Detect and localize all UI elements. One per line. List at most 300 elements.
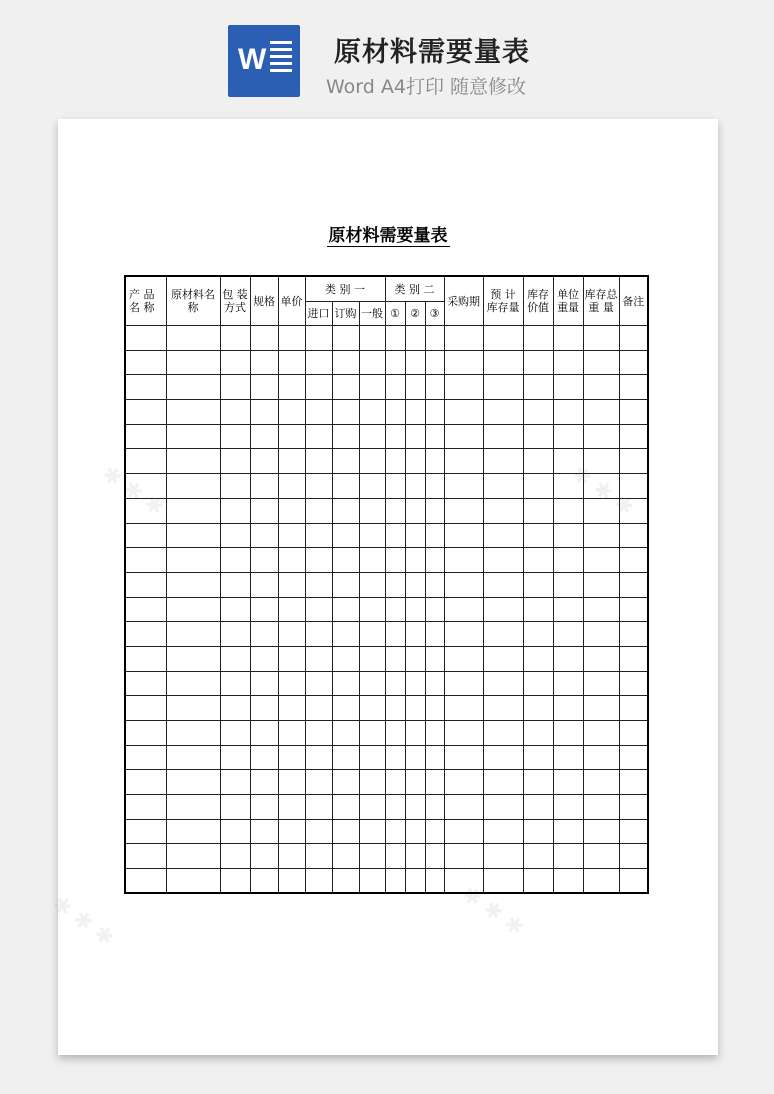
table-cell[interactable] xyxy=(166,819,220,844)
table-cell[interactable] xyxy=(278,498,305,523)
table-cell[interactable] xyxy=(250,449,278,474)
table-cell[interactable] xyxy=(405,449,425,474)
table-cell[interactable] xyxy=(405,326,425,351)
table-cell[interactable] xyxy=(483,597,523,622)
table-cell[interactable] xyxy=(405,400,425,425)
table-cell[interactable] xyxy=(332,424,359,449)
table-cell[interactable] xyxy=(619,523,648,548)
table-cell[interactable] xyxy=(444,572,483,597)
table-cell[interactable] xyxy=(305,326,332,351)
table-cell[interactable] xyxy=(125,869,166,894)
table-cell[interactable] xyxy=(166,671,220,696)
table-cell[interactable] xyxy=(405,375,425,400)
table-cell[interactable] xyxy=(553,400,583,425)
table-cell[interactable] xyxy=(405,350,425,375)
table-cell[interactable] xyxy=(305,400,332,425)
table-cell[interactable] xyxy=(359,819,385,844)
table-cell[interactable] xyxy=(278,770,305,795)
table-cell[interactable] xyxy=(250,819,278,844)
table-cell[interactable] xyxy=(444,671,483,696)
table-cell[interactable] xyxy=(220,671,250,696)
table-cell[interactable] xyxy=(359,597,385,622)
table-cell[interactable] xyxy=(444,350,483,375)
table-cell[interactable] xyxy=(125,696,166,721)
table-cell[interactable] xyxy=(166,721,220,746)
table-cell[interactable] xyxy=(583,572,619,597)
table-cell[interactable] xyxy=(523,721,553,746)
table-cell[interactable] xyxy=(278,400,305,425)
table-cell[interactable] xyxy=(483,375,523,400)
table-cell[interactable] xyxy=(385,745,405,770)
table-cell[interactable] xyxy=(332,696,359,721)
table-cell[interactable] xyxy=(278,869,305,894)
table-cell[interactable] xyxy=(425,869,444,894)
table-cell[interactable] xyxy=(250,795,278,820)
table-cell[interactable] xyxy=(405,523,425,548)
table-cell[interactable] xyxy=(385,671,405,696)
table-cell[interactable] xyxy=(332,795,359,820)
table-cell[interactable] xyxy=(483,721,523,746)
table-cell[interactable] xyxy=(619,350,648,375)
table-cell[interactable] xyxy=(425,671,444,696)
table-cell[interactable] xyxy=(425,819,444,844)
table-cell[interactable] xyxy=(250,646,278,671)
table-cell[interactable] xyxy=(619,869,648,894)
table-cell[interactable] xyxy=(250,326,278,351)
table-cell[interactable] xyxy=(278,795,305,820)
table-cell[interactable] xyxy=(425,646,444,671)
table-cell[interactable] xyxy=(278,449,305,474)
table-cell[interactable] xyxy=(425,474,444,499)
table-cell[interactable] xyxy=(523,696,553,721)
table-cell[interactable] xyxy=(523,449,553,474)
table-cell[interactable] xyxy=(305,819,332,844)
table-cell[interactable] xyxy=(405,622,425,647)
table-cell[interactable] xyxy=(359,449,385,474)
table-cell[interactable] xyxy=(250,622,278,647)
table-cell[interactable] xyxy=(619,721,648,746)
table-cell[interactable] xyxy=(125,424,166,449)
table-cell[interactable] xyxy=(405,646,425,671)
table-cell[interactable] xyxy=(425,350,444,375)
table-cell[interactable] xyxy=(166,400,220,425)
table-cell[interactable] xyxy=(425,523,444,548)
table-cell[interactable] xyxy=(250,844,278,869)
table-cell[interactable] xyxy=(583,745,619,770)
table-cell[interactable] xyxy=(385,523,405,548)
table-cell[interactable] xyxy=(385,696,405,721)
table-cell[interactable] xyxy=(305,646,332,671)
table-cell[interactable] xyxy=(444,400,483,425)
table-cell[interactable] xyxy=(405,597,425,622)
table-cell[interactable] xyxy=(425,696,444,721)
table-cell[interactable] xyxy=(250,424,278,449)
table-cell[interactable] xyxy=(166,498,220,523)
table-cell[interactable] xyxy=(444,869,483,894)
table-cell[interactable] xyxy=(483,770,523,795)
table-cell[interactable] xyxy=(583,424,619,449)
table-cell[interactable] xyxy=(305,498,332,523)
table-cell[interactable] xyxy=(332,449,359,474)
table-cell[interactable] xyxy=(523,400,553,425)
table-cell[interactable] xyxy=(166,770,220,795)
table-cell[interactable] xyxy=(305,721,332,746)
table-cell[interactable] xyxy=(278,424,305,449)
table-cell[interactable] xyxy=(125,326,166,351)
table-cell[interactable] xyxy=(405,671,425,696)
table-cell[interactable] xyxy=(250,869,278,894)
table-cell[interactable] xyxy=(250,745,278,770)
table-cell[interactable] xyxy=(385,326,405,351)
table-cell[interactable] xyxy=(583,795,619,820)
table-cell[interactable] xyxy=(483,523,523,548)
table-cell[interactable] xyxy=(553,646,583,671)
table-cell[interactable] xyxy=(359,375,385,400)
table-cell[interactable] xyxy=(553,597,583,622)
table-cell[interactable] xyxy=(553,770,583,795)
table-cell[interactable] xyxy=(425,721,444,746)
table-cell[interactable] xyxy=(425,400,444,425)
table-cell[interactable] xyxy=(220,548,250,573)
table-cell[interactable] xyxy=(332,326,359,351)
table-cell[interactable] xyxy=(220,646,250,671)
table-cell[interactable] xyxy=(483,819,523,844)
table-cell[interactable] xyxy=(483,400,523,425)
table-cell[interactable] xyxy=(125,449,166,474)
table-cell[interactable] xyxy=(619,474,648,499)
table-cell[interactable] xyxy=(250,350,278,375)
table-cell[interactable] xyxy=(278,597,305,622)
table-cell[interactable] xyxy=(332,745,359,770)
table-cell[interactable] xyxy=(583,350,619,375)
table-cell[interactable] xyxy=(385,795,405,820)
table-cell[interactable] xyxy=(425,449,444,474)
table-cell[interactable] xyxy=(483,671,523,696)
table-cell[interactable] xyxy=(405,745,425,770)
table-cell[interactable] xyxy=(278,696,305,721)
table-cell[interactable] xyxy=(523,770,553,795)
table-cell[interactable] xyxy=(305,375,332,400)
table-cell[interactable] xyxy=(359,326,385,351)
table-cell[interactable] xyxy=(583,844,619,869)
table-cell[interactable] xyxy=(385,572,405,597)
table-cell[interactable] xyxy=(583,326,619,351)
table-cell[interactable] xyxy=(305,745,332,770)
table-cell[interactable] xyxy=(583,770,619,795)
table-cell[interactable] xyxy=(583,671,619,696)
table-cell[interactable] xyxy=(523,424,553,449)
table-cell[interactable] xyxy=(220,622,250,647)
table-cell[interactable] xyxy=(425,326,444,351)
table-cell[interactable] xyxy=(278,622,305,647)
table-cell[interactable] xyxy=(553,869,583,894)
table-cell[interactable] xyxy=(125,474,166,499)
table-cell[interactable] xyxy=(125,400,166,425)
table-cell[interactable] xyxy=(405,844,425,869)
table-cell[interactable] xyxy=(220,449,250,474)
table-cell[interactable] xyxy=(523,474,553,499)
table-cell[interactable] xyxy=(166,523,220,548)
table-cell[interactable] xyxy=(523,548,553,573)
table-cell[interactable] xyxy=(444,721,483,746)
table-cell[interactable] xyxy=(619,770,648,795)
table-cell[interactable] xyxy=(332,572,359,597)
table-cell[interactable] xyxy=(405,572,425,597)
table-cell[interactable] xyxy=(523,869,553,894)
table-cell[interactable] xyxy=(125,350,166,375)
table-cell[interactable] xyxy=(553,498,583,523)
table-cell[interactable] xyxy=(166,622,220,647)
table-cell[interactable] xyxy=(553,844,583,869)
table-cell[interactable] xyxy=(619,696,648,721)
table-cell[interactable] xyxy=(523,375,553,400)
table-cell[interactable] xyxy=(483,326,523,351)
table-cell[interactable] xyxy=(220,350,250,375)
table-cell[interactable] xyxy=(385,770,405,795)
table-cell[interactable] xyxy=(166,844,220,869)
table-cell[interactable] xyxy=(523,844,553,869)
table-cell[interactable] xyxy=(305,572,332,597)
table-cell[interactable] xyxy=(483,449,523,474)
table-cell[interactable] xyxy=(553,375,583,400)
table-cell[interactable] xyxy=(332,523,359,548)
table-cell[interactable] xyxy=(444,474,483,499)
table-cell[interactable] xyxy=(332,375,359,400)
table-cell[interactable] xyxy=(125,572,166,597)
table-cell[interactable] xyxy=(483,844,523,869)
table-cell[interactable] xyxy=(250,400,278,425)
table-cell[interactable] xyxy=(332,869,359,894)
table-cell[interactable] xyxy=(553,474,583,499)
table-cell[interactable] xyxy=(405,548,425,573)
table-cell[interactable] xyxy=(425,375,444,400)
table-cell[interactable] xyxy=(250,498,278,523)
table-cell[interactable] xyxy=(250,548,278,573)
table-cell[interactable] xyxy=(385,350,405,375)
table-cell[interactable] xyxy=(305,795,332,820)
table-cell[interactable] xyxy=(619,424,648,449)
table-cell[interactable] xyxy=(483,350,523,375)
table-cell[interactable] xyxy=(523,350,553,375)
table-cell[interactable] xyxy=(278,671,305,696)
table-cell[interactable] xyxy=(405,795,425,820)
table-cell[interactable] xyxy=(278,474,305,499)
table-cell[interactable] xyxy=(483,745,523,770)
table-cell[interactable] xyxy=(523,819,553,844)
table-cell[interactable] xyxy=(125,671,166,696)
table-cell[interactable] xyxy=(405,770,425,795)
table-cell[interactable] xyxy=(553,572,583,597)
table-cell[interactable] xyxy=(405,869,425,894)
table-cell[interactable] xyxy=(359,671,385,696)
table-cell[interactable] xyxy=(483,424,523,449)
table-cell[interactable] xyxy=(425,597,444,622)
table-cell[interactable] xyxy=(619,400,648,425)
table-cell[interactable] xyxy=(125,770,166,795)
table-cell[interactable] xyxy=(332,721,359,746)
table-cell[interactable] xyxy=(332,350,359,375)
table-cell[interactable] xyxy=(220,819,250,844)
table-cell[interactable] xyxy=(166,646,220,671)
table-cell[interactable] xyxy=(250,474,278,499)
table-cell[interactable] xyxy=(359,498,385,523)
table-cell[interactable] xyxy=(278,523,305,548)
table-cell[interactable] xyxy=(385,844,405,869)
table-cell[interactable] xyxy=(483,696,523,721)
table-cell[interactable] xyxy=(583,819,619,844)
table-cell[interactable] xyxy=(405,498,425,523)
table-cell[interactable] xyxy=(385,819,405,844)
table-cell[interactable] xyxy=(125,844,166,869)
table-cell[interactable] xyxy=(425,844,444,869)
table-cell[interactable] xyxy=(444,696,483,721)
table-cell[interactable] xyxy=(278,375,305,400)
table-cell[interactable] xyxy=(553,326,583,351)
table-cell[interactable] xyxy=(619,375,648,400)
table-cell[interactable] xyxy=(359,424,385,449)
table-cell[interactable] xyxy=(250,375,278,400)
table-cell[interactable] xyxy=(444,622,483,647)
table-cell[interactable] xyxy=(359,869,385,894)
table-cell[interactable] xyxy=(278,326,305,351)
table-cell[interactable] xyxy=(553,449,583,474)
table-cell[interactable] xyxy=(278,745,305,770)
table-cell[interactable] xyxy=(220,523,250,548)
table-cell[interactable] xyxy=(166,474,220,499)
table-cell[interactable] xyxy=(166,597,220,622)
table-cell[interactable] xyxy=(125,375,166,400)
table-cell[interactable] xyxy=(278,844,305,869)
table-cell[interactable] xyxy=(125,819,166,844)
table-cell[interactable] xyxy=(359,474,385,499)
table-cell[interactable] xyxy=(425,572,444,597)
table-cell[interactable] xyxy=(553,622,583,647)
table-cell[interactable] xyxy=(220,869,250,894)
table-cell[interactable] xyxy=(250,523,278,548)
table-cell[interactable] xyxy=(523,326,553,351)
table-cell[interactable] xyxy=(305,622,332,647)
table-cell[interactable] xyxy=(278,548,305,573)
table-cell[interactable] xyxy=(220,375,250,400)
table-cell[interactable] xyxy=(125,622,166,647)
table-cell[interactable] xyxy=(305,869,332,894)
table-cell[interactable] xyxy=(332,597,359,622)
table-cell[interactable] xyxy=(553,819,583,844)
table-cell[interactable] xyxy=(166,424,220,449)
table-cell[interactable] xyxy=(166,572,220,597)
table-cell[interactable] xyxy=(250,671,278,696)
table-cell[interactable] xyxy=(385,597,405,622)
table-cell[interactable] xyxy=(553,696,583,721)
table-cell[interactable] xyxy=(166,548,220,573)
table-cell[interactable] xyxy=(332,646,359,671)
table-cell[interactable] xyxy=(220,572,250,597)
table-cell[interactable] xyxy=(359,523,385,548)
table-cell[interactable] xyxy=(359,350,385,375)
table-cell[interactable] xyxy=(305,474,332,499)
table-cell[interactable] xyxy=(166,326,220,351)
table-cell[interactable] xyxy=(385,449,405,474)
table-cell[interactable] xyxy=(619,548,648,573)
table-cell[interactable] xyxy=(523,671,553,696)
table-cell[interactable] xyxy=(220,474,250,499)
table-cell[interactable] xyxy=(305,424,332,449)
table-cell[interactable] xyxy=(332,474,359,499)
table-cell[interactable] xyxy=(619,745,648,770)
table-cell[interactable] xyxy=(444,375,483,400)
table-cell[interactable] xyxy=(385,498,405,523)
table-cell[interactable] xyxy=(359,696,385,721)
table-cell[interactable] xyxy=(125,745,166,770)
table-cell[interactable] xyxy=(444,449,483,474)
table-cell[interactable] xyxy=(125,795,166,820)
table-cell[interactable] xyxy=(405,696,425,721)
table-cell[interactable] xyxy=(305,548,332,573)
table-cell[interactable] xyxy=(220,770,250,795)
table-cell[interactable] xyxy=(483,498,523,523)
table-cell[interactable] xyxy=(359,795,385,820)
table-cell[interactable] xyxy=(385,375,405,400)
table-cell[interactable] xyxy=(125,597,166,622)
table-cell[interactable] xyxy=(359,745,385,770)
table-cell[interactable] xyxy=(166,350,220,375)
table-cell[interactable] xyxy=(523,572,553,597)
table-cell[interactable] xyxy=(619,449,648,474)
table-cell[interactable] xyxy=(305,449,332,474)
table-cell[interactable] xyxy=(305,350,332,375)
table-cell[interactable] xyxy=(250,572,278,597)
table-cell[interactable] xyxy=(125,548,166,573)
table-cell[interactable] xyxy=(166,745,220,770)
table-cell[interactable] xyxy=(385,424,405,449)
table-cell[interactable] xyxy=(220,696,250,721)
table-cell[interactable] xyxy=(166,449,220,474)
table-cell[interactable] xyxy=(305,523,332,548)
table-cell[interactable] xyxy=(444,770,483,795)
table-cell[interactable] xyxy=(553,721,583,746)
table-cell[interactable] xyxy=(425,770,444,795)
table-cell[interactable] xyxy=(583,696,619,721)
table-cell[interactable] xyxy=(583,523,619,548)
table-cell[interactable] xyxy=(425,498,444,523)
table-cell[interactable] xyxy=(523,795,553,820)
table-cell[interactable] xyxy=(619,572,648,597)
table-cell[interactable] xyxy=(220,721,250,746)
table-cell[interactable] xyxy=(385,548,405,573)
table-cell[interactable] xyxy=(425,622,444,647)
table-cell[interactable] xyxy=(619,597,648,622)
table-cell[interactable] xyxy=(405,819,425,844)
table-cell[interactable] xyxy=(425,548,444,573)
table-cell[interactable] xyxy=(553,795,583,820)
table-cell[interactable] xyxy=(359,844,385,869)
table-cell[interactable] xyxy=(619,795,648,820)
table-cell[interactable] xyxy=(359,548,385,573)
table-cell[interactable] xyxy=(444,548,483,573)
table-cell[interactable] xyxy=(444,523,483,548)
table-cell[interactable] xyxy=(359,646,385,671)
table-cell[interactable] xyxy=(305,844,332,869)
table-cell[interactable] xyxy=(619,646,648,671)
table-cell[interactable] xyxy=(444,745,483,770)
table-cell[interactable] xyxy=(444,498,483,523)
table-cell[interactable] xyxy=(523,646,553,671)
table-cell[interactable] xyxy=(583,498,619,523)
table-cell[interactable] xyxy=(523,597,553,622)
table-cell[interactable] xyxy=(332,844,359,869)
table-cell[interactable] xyxy=(583,375,619,400)
table-cell[interactable] xyxy=(553,523,583,548)
